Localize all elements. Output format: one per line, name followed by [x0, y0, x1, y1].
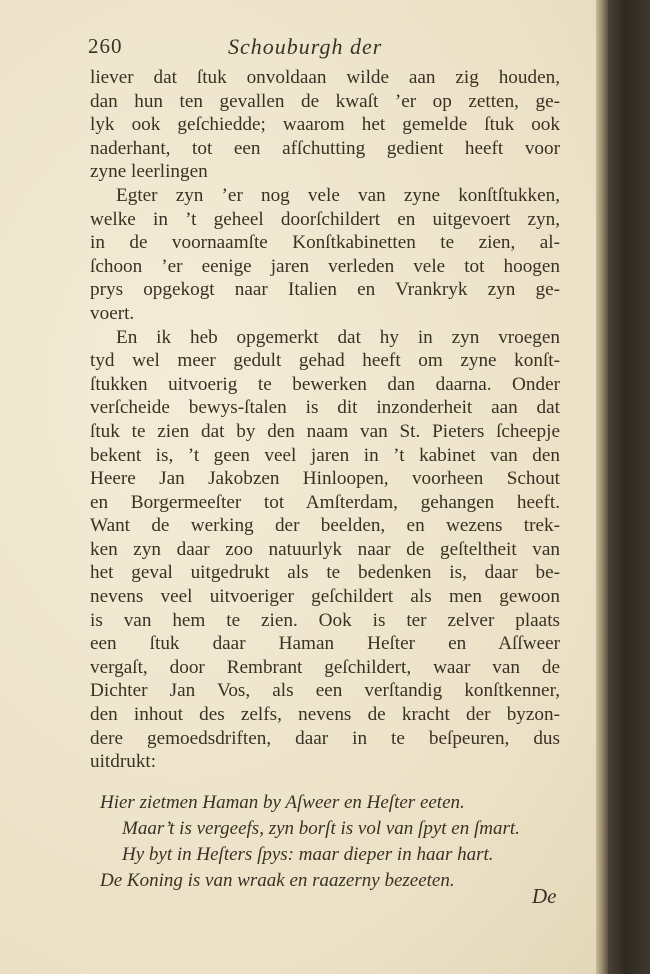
text-line: Heere Jan Jakobzen Hinloopen, voorheen Schout — [90, 468, 560, 490]
verse-line: Hier zietmen Haman by Aſweer en Heſter eeten. — [100, 792, 465, 813]
text-line: den inhout des zelfs, nevens de kracht der byzon- — [90, 704, 560, 726]
text-line: lyk ook geſchiedde; waarom het gemelde ſtuk ook — [90, 114, 560, 136]
text-line: vergaſt, door Rembrant geſchildert, waar van de — [90, 656, 560, 678]
page-body — [90, 66, 560, 774]
verse-line: Hy byt in Heſters ſpys: maar dieper in haar hart. — [122, 844, 494, 865]
text-line: tyd wel meer gedult gehad heeft om zyne konſt- — [90, 350, 560, 372]
text-line: ſtukken uitvoerig te bewerken dan daarna. Onder — [90, 373, 560, 395]
text-line: zyne leerlingen — [90, 161, 208, 183]
text-line: Dichter Jan Vos, als een verſtandig konſtkenner, — [90, 680, 560, 702]
text-line: voert. — [90, 302, 135, 324]
text-line: ſtuk te zien dat by den naam van St. Pieters ſcheepje — [90, 420, 560, 442]
text-line: verſcheide bewys-ſtalen is dit inzonderheit aan dat — [90, 397, 560, 419]
text-line: het geval uitgedrukt als te bedenken is, daar be- — [90, 562, 560, 584]
text-line: Egter zyn ’er nog vele van zyne konſtſtukken, — [116, 184, 560, 206]
page-gutter — [596, 0, 608, 974]
text-line: Want de werking der beelden, en wezens trek- — [90, 515, 560, 537]
catchword: De — [532, 884, 557, 908]
verse-line: De Koning is van wraak en raazerny bezeeten. — [100, 870, 455, 891]
text-line: uitdrukt: — [90, 751, 157, 773]
running-title: Schouburgh der — [228, 34, 383, 59]
text-line: een ſtuk daar Haman Heſter en Aſſweer — [90, 633, 560, 655]
verse-block — [100, 790, 562, 894]
text-line: is van hem te zien. Ook is ter zelver plaats — [90, 609, 560, 631]
text-line: prys opgekogt naar Italien en Vrankryk zyn ge- — [90, 279, 560, 301]
page-header — [88, 34, 558, 64]
text-line: dere gemoedsdriften, daar in te beſpeuren, dus — [90, 727, 560, 749]
text-line: in de voornaamſte Konſtkabinetten te zien, al- — [90, 232, 560, 254]
page-number: 260 — [88, 34, 123, 58]
text-line: ſchoon ’er eenige jaren verleden vele tot hoogen — [90, 255, 560, 277]
text-line: En ik heb opgemerkt dat hy in zyn vroegen — [116, 326, 560, 348]
verse-line: Maar’t is vergeefs, zyn borſt is vol van ſpyt en ſmart. — [122, 818, 520, 839]
text-line: en Borgermeeſter tot Amſterdam, gehangen heeft. — [90, 491, 560, 513]
text-line: dan hun ten gevallen de kwaſt ’er op zetten, ge- — [90, 90, 560, 112]
text-line: welke in ’t geheel doorſchildert en uitgevoert zyn, — [90, 208, 560, 230]
text-line: bekent is, ’t geen veel jaren in ’t kabinet van den — [90, 444, 560, 466]
text-line: ken zyn daar zoo natuurlyk naar de geſteltheit van — [90, 538, 560, 560]
text-line: naderhant, tot een afſchutting gedient heeft voor — [90, 137, 560, 159]
book-edge — [608, 0, 650, 974]
text-line: liever dat ſtuk onvoldaan wilde aan zig houden, — [90, 67, 560, 88]
text-line: nevens veel uitvoeriger geſchildert als men gewoon — [90, 586, 560, 608]
